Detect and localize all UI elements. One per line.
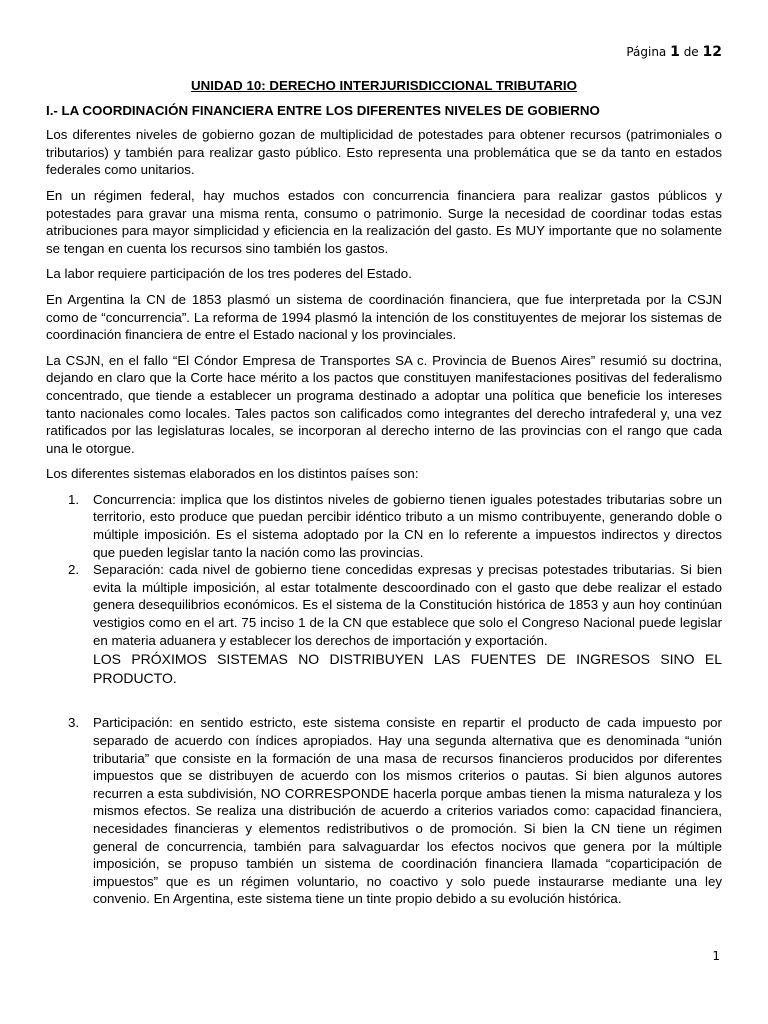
list-item [46, 561, 722, 687]
paragraph: Los diferentes niveles de gobierno gozan de multiplicidad de potestades para obtener recursos (patrimoniales o tributarios) y también para realizar gasto público. Esto representa una problemática que se da tanto en estados federales como unitarios. [46, 127, 722, 178]
current-page: 1 [670, 44, 680, 60]
systems-list [46, 491, 722, 908]
list-item-number: 2. [68, 562, 80, 578]
page-counter [626, 44, 722, 60]
section-title: I.- LA COORDINACIÓN FINANCIERA ENTRE LOS DIFERENTES NIVELES DE GOBIERNO [46, 102, 600, 118]
paragraph: En un régimen federal, hay muchos estados con concurrencia financiera para realizar gastos públicos y potestades para gravar una misma renta, consumo o patrimonio. Surge la necesidad de coordinar todas estas atribuciones para mayor simplicidad y eficiencia en la realización del gasto. Es MUY importante que no solamente se tengan en cuenta los recursos sino también los gastos. [46, 187, 722, 256]
unit-title: UNIDAD 10: DERECHO INTERJURISDICCIONAL TRIBUTARIO [191, 78, 577, 93]
document-page [46, 0, 722, 1024]
page-label: Página [626, 45, 667, 59]
list-item-number: 1. [68, 491, 80, 507]
total-pages: 12 [702, 44, 722, 60]
page-of-label: de [683, 45, 699, 59]
list-item-text: Concurrencia: implica que los distintos niveles de gobierno tienen iguales potestades tributarias sobre un territorio, esto produce que puedan percibir idéntico tributo a un mismo contribuyente, generando doble o múltiple imposición. Es el sistema adoptado por la CN en lo referente a impuestos indirectos y directos que pueden legislar tanto la nación como las provincias. [93, 491, 722, 560]
paragraph: Los diferentes sistemas elaborados en los distintos países son: [46, 466, 419, 482]
list-item-text: Separación: cada nivel de gobierno tiene concedidas expresas y precisas potestades tributarias. Si bien evita la múltiple imposición, al estar totalmente descoordinado con el gasto que debe realizar el estado genera desequilibrios económicos. Es el sistema de la Constitución histórica de 1853 y aun hoy continúan vestigios como en el art. 75 inciso 1 de la CN que establece que solo el Congreso Nacional puede legislar en materia aduanera y establecer los derechos de importación y exportación. [93, 562, 722, 648]
list-item-number: 3. [68, 715, 80, 731]
footer-page-number: 1 [712, 949, 720, 963]
list-item-note: LOS PRÓXIMOS SISTEMAS NO DISTRIBUYEN LAS FUENTES DE INGRESOS SINO EL PRODUCTO. [93, 651, 722, 686]
list-item-text: Participación: en sentido estricto, este sistema consiste en repartir el producto de cada impuesto por separado de acuerdo con índices apropiados. Hay una segunda alternativa que es denominada “unión tributaria” que consiste en la formación de una masa de recursos financieros producidos por diferentes impuestos que se distribuyen de acuerdo con los mismos criterios o pautas. Si bien algunos autores recurren a esta subdivisión, NO CORRESPONDE hacerla porque ambas tienen la misma naturaleza y los mismos efectos. Se realiza una distribución de acuerdo a criterios variados como: capacidad financiera, necesidades financieras y elementos redistributivos o de promoción. Si bien la CN tiene un régimen general de concurrencia, también para salvaguardar los efectos nocivos que genera por la múltiple imposición, se propuso también un sistema de coordinación financiera llamada “coparticipación de impuestos” que es un régimen voluntario, no coactivo y solo puede instaurarse mediante una ley convenio. En Argentina, este sistema tiene un tinte propio debido a su evolución histórica. [93, 715, 722, 907]
document-body [46, 77, 722, 908]
list-item [46, 491, 722, 561]
paragraph: La labor requiere participación de los tres poderes del Estado. [46, 266, 412, 282]
paragraph: La CSJN, en el fallo “El Cóndor Empresa de Transportes SA c. Provincia de Buenos Aires” resumió su doctrina, dejando en claro que la Corte hace mérito a los pactos que constituyen manifestaciones positivas del federalismo concentrado, que tiende a establecer un programa destinado a adoptar una política que beneficie los intereses tanto nacionales como locales. Tales pactos son calificados como integrantes del derecho intrafederal y, una vez ratificados por las legislaturas locales, se incorporan al derecho interno de las provincias con el rango que cada una le otorgue. [46, 352, 722, 456]
paragraph: En Argentina la CN de 1853 plasmó un sistema de coordinación financiera, que fue interpretada por la CSJN como de “concurrencia”. La reforma de 1994 plasmó la intención de los constituyentes de mejorar los sistemas de coordinación financiera de entre el Estado nacional y los provinciales. [46, 291, 722, 343]
list-item [46, 714, 722, 908]
